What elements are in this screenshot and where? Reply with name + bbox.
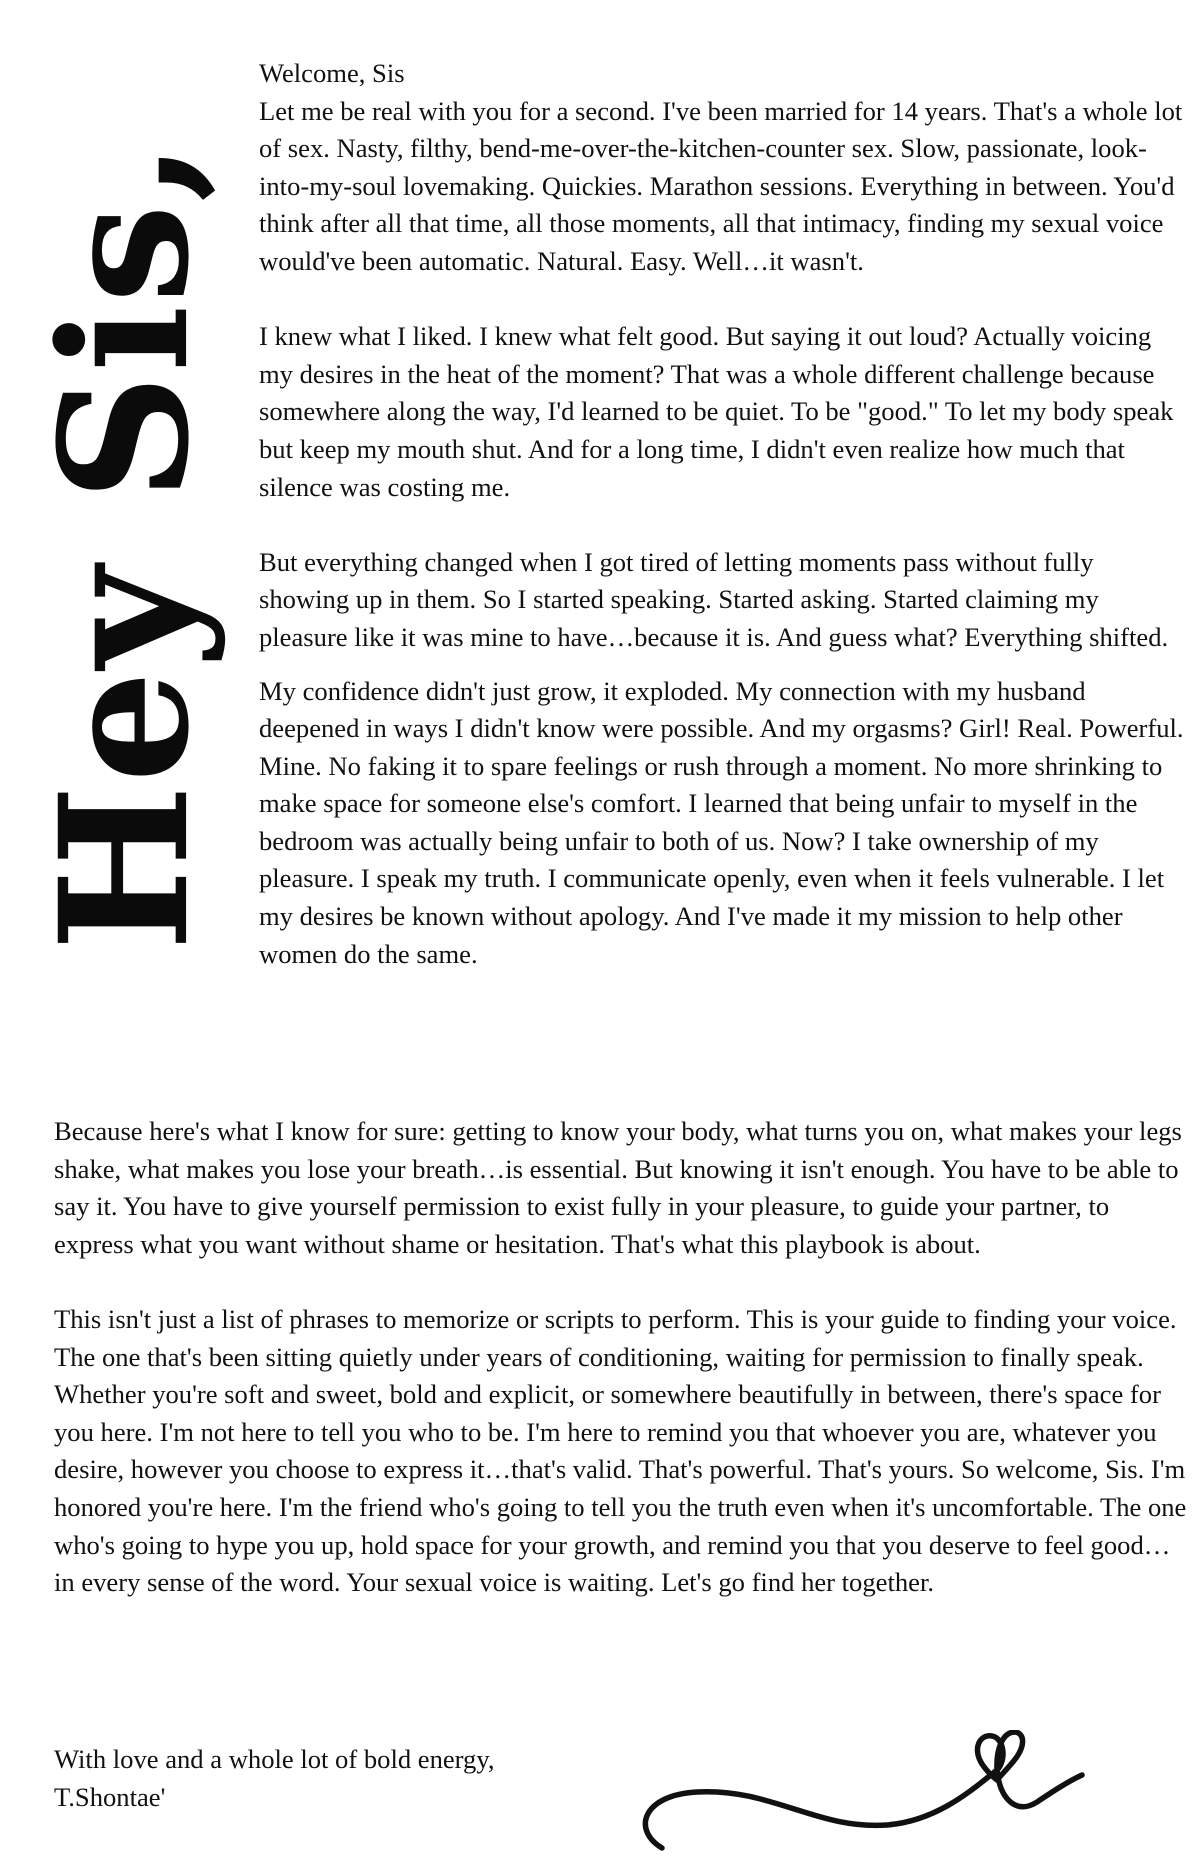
letter-full-column bbox=[54, 1113, 1189, 1602]
hey-sis-vertical-heading bbox=[0, 0, 250, 1090]
letter-top-column bbox=[259, 55, 1189, 973]
letter-paragraph-6: This isn't just a list of phrases to memorize or scripts to perform. This is your guide to finding your voice. The one that's been sitting quietly under years of conditioning, waiting for permission to finally speak. Whether you're soft and sweet, bold and explicit, or somewhere beautifully in between, there's space for you here. I'm not here to tell you who to be. I'm here to remind you that whoever you are, whatever you desire, however you choose to express it…that's valid. That's powerful. That's yours. So welcome, Sis. I'm honored you're here. I'm the friend who's going to tell you the truth even when it's uncomfortable. The one who's going to hype you up, hold space for your growth, and remind you that you deserve to feel good…in every sense of the word. Your sexual voice is waiting. Let's go find her together. bbox=[54, 1303, 1187, 1598]
letter-signature-name: T.Shontae' bbox=[54, 1781, 166, 1812]
letter-paragraph-2: I knew what I liked. I knew what felt good. But saying it out loud? Actually voicing my desires in the heat of the moment? That was a whole different challenge because somewhere along the way, I'd learned to be quiet. To be "good." To let my body speak but keep my mouth shut. And for a long time, I didn't even realize how much that silence was costing me. bbox=[259, 321, 1174, 502]
letter-paragraph-5: Because here's what I know for sure: getting to know your body, what turns you on, what makes your legs shake, what makes you lose your breath…is essential. But knowing it isn't enough. You have to be able to say it. You have to give yourself permission to exist fully in your pleasure, to guide your partner, to express what you want without shame or hesitation. That's what this playbook is about. bbox=[54, 1116, 1182, 1259]
heart-swash-icon bbox=[612, 1730, 1112, 1870]
letter-paragraph-1: Let me be real with you for a second. I've been married for 14 years. That's a whole lot of sex. Nasty, filthy, bend-me-over-the-kitchen-counter sex. Slow, passionate, look-into-my-soul lovemaking. Quickies. Marathon sessions. Everything in between. You'd think after all that time, all those moments, all that intimacy, finding my sexual voice would've been automatic. Natural. Easy. Well…it wasn't. bbox=[259, 95, 1183, 276]
hey-sis-heading-text: Hey Sis, bbox=[21, 138, 228, 952]
letter-signoff bbox=[54, 1741, 614, 1816]
letter-greeting: Welcome, Sis bbox=[259, 58, 405, 88]
letter-closing: With love and a whole lot of bold energy, bbox=[54, 1744, 495, 1774]
letter-paragraph-3: But everything changed when I got tired of letting moments pass without fully showing up in them. So I started speaking. Started asking. Started claiming my pleasure like it was mine to have…because it is. And guess what? Everything shifted. bbox=[259, 546, 1169, 652]
letter-paragraph-4: My confidence didn't just grow, it exploded. My connection with my husband deepened in ways I didn't know were possible. And my orgasms? Girl! Real. Powerful. Mine. No faking it to spare feelings or rush through a moment. No more shrinking to make space for someone else's comfort. I learned that being unfair to myself in the bedroom was actually being unfair to both of us. Now? I take ownership of my pleasure. I speak my truth. I communicate openly, even when it feels vulnerable. I let my desires be known without apology. And I've made it my mission to help other women do the same. bbox=[259, 675, 1184, 969]
